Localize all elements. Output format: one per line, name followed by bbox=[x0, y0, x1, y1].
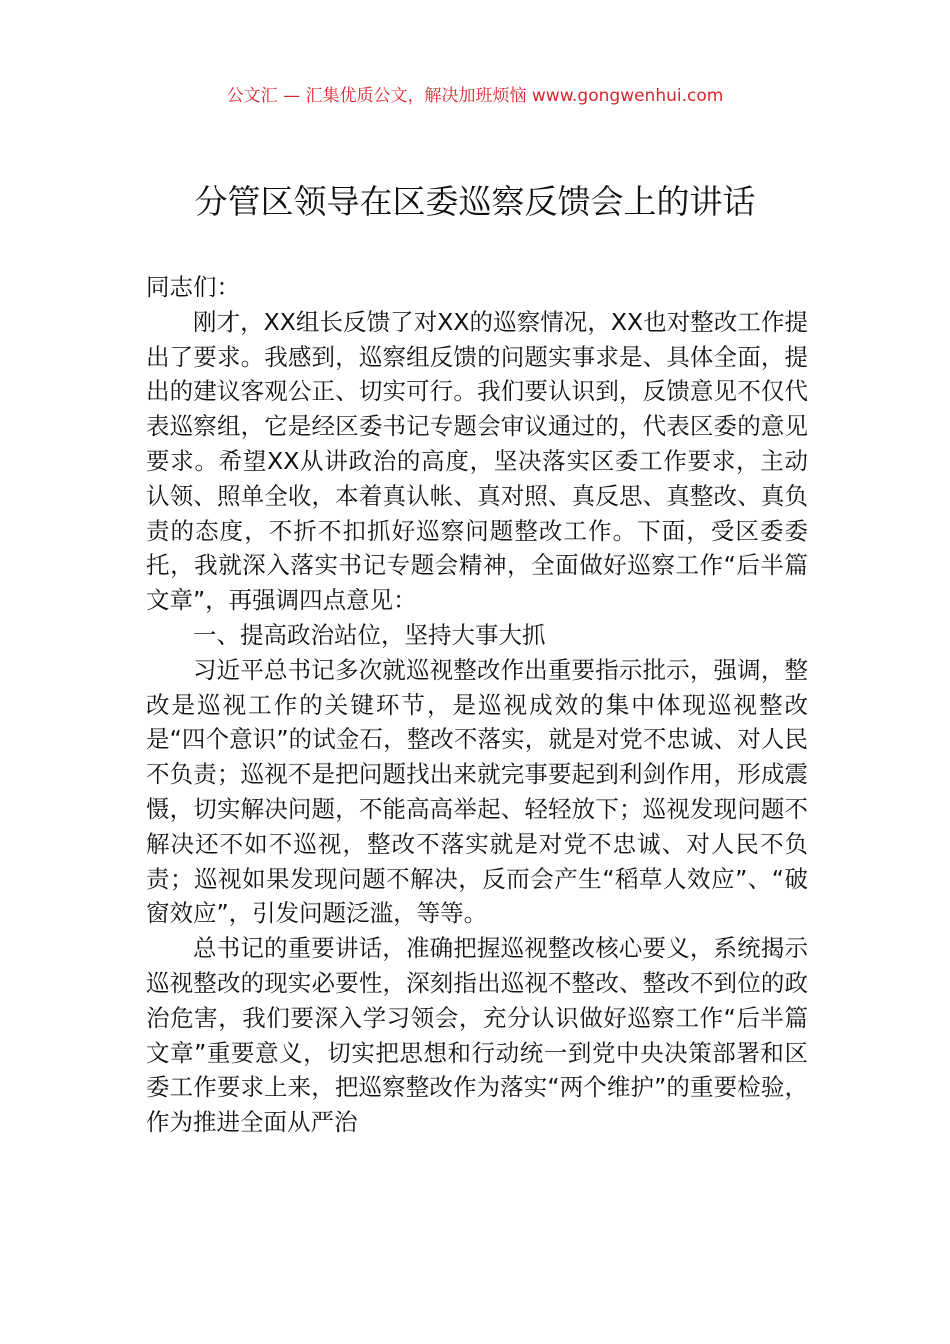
salutation: 同志们： bbox=[146, 273, 240, 301]
header-banner: 公文汇 — 汇集优质公文，解决加班烦恼 www.gongwenhui.com bbox=[226, 86, 724, 106]
paragraph-section1-1: 习近平总书记多次就巡视整改作出重要指示批示，强调，整改是巡视工作的关键环节，是巡视成效的集中体现巡视整改是“四个意识”的试金石，整改不落实，就是对党不忠诚、对人民不负责；巡视不是把问题找出来就完事要起到利剑作用，形成震慑，切实解决问题，不能高高举起、轻轻放下；巡视发现问题不解决还不如不巡视，整改不落实就是对党不忠诚、对人民不负责；巡视如果发现问题不解决，反而会产生“稻草人效应”、“破窗效应”，引发问题泛滥，等等。 bbox=[146, 655, 808, 928]
paragraph-intro: 刚才，XX组长反馈了对XX的巡察情况，XX也对整改工作提出了要求。我感到，巡察组反馈的问题实事求是、具体全面，提出的建议客观公正、切实可行。我们要认识到，反馈意见不仅代表巡察组，它是经区委书记专题会审议通过的，代表区委的意见要求。希望XX从讲政治的高度，坚决落实区委工作要求，主动认领、照单全收，本着真认帐、真对照、真反思、真整改、真负责的态度，不折不扣抓好巡察问题整改工作。下面，受区委委托，我就深入落实书记专题会精神，全面做好巡察工作“后半篇文章”，再强调四点意见： bbox=[146, 307, 808, 615]
section-heading-1: 一、提高政治站位，坚持大事大抓 bbox=[193, 620, 546, 649]
document-body bbox=[146, 270, 808, 1140]
page-title: 分管区领导在区委巡察反馈会上的讲话 bbox=[194, 182, 756, 221]
paragraph-section1-2: 总书记的重要讲话，准确把握巡视整改核心要义，系统揭示巡视整改的现实必要性，深刻指出巡视不整改、整改不到位的政治危害，我们要深入学习领会，充分认识做好巡察工作“后半篇文章”重要意义，切实把思想和行动统一到党中央决策部署和区委工作要求上来，把巡察整改作为落实“两个维护”的重要检验，作为推进全面从严治 bbox=[146, 934, 808, 1137]
